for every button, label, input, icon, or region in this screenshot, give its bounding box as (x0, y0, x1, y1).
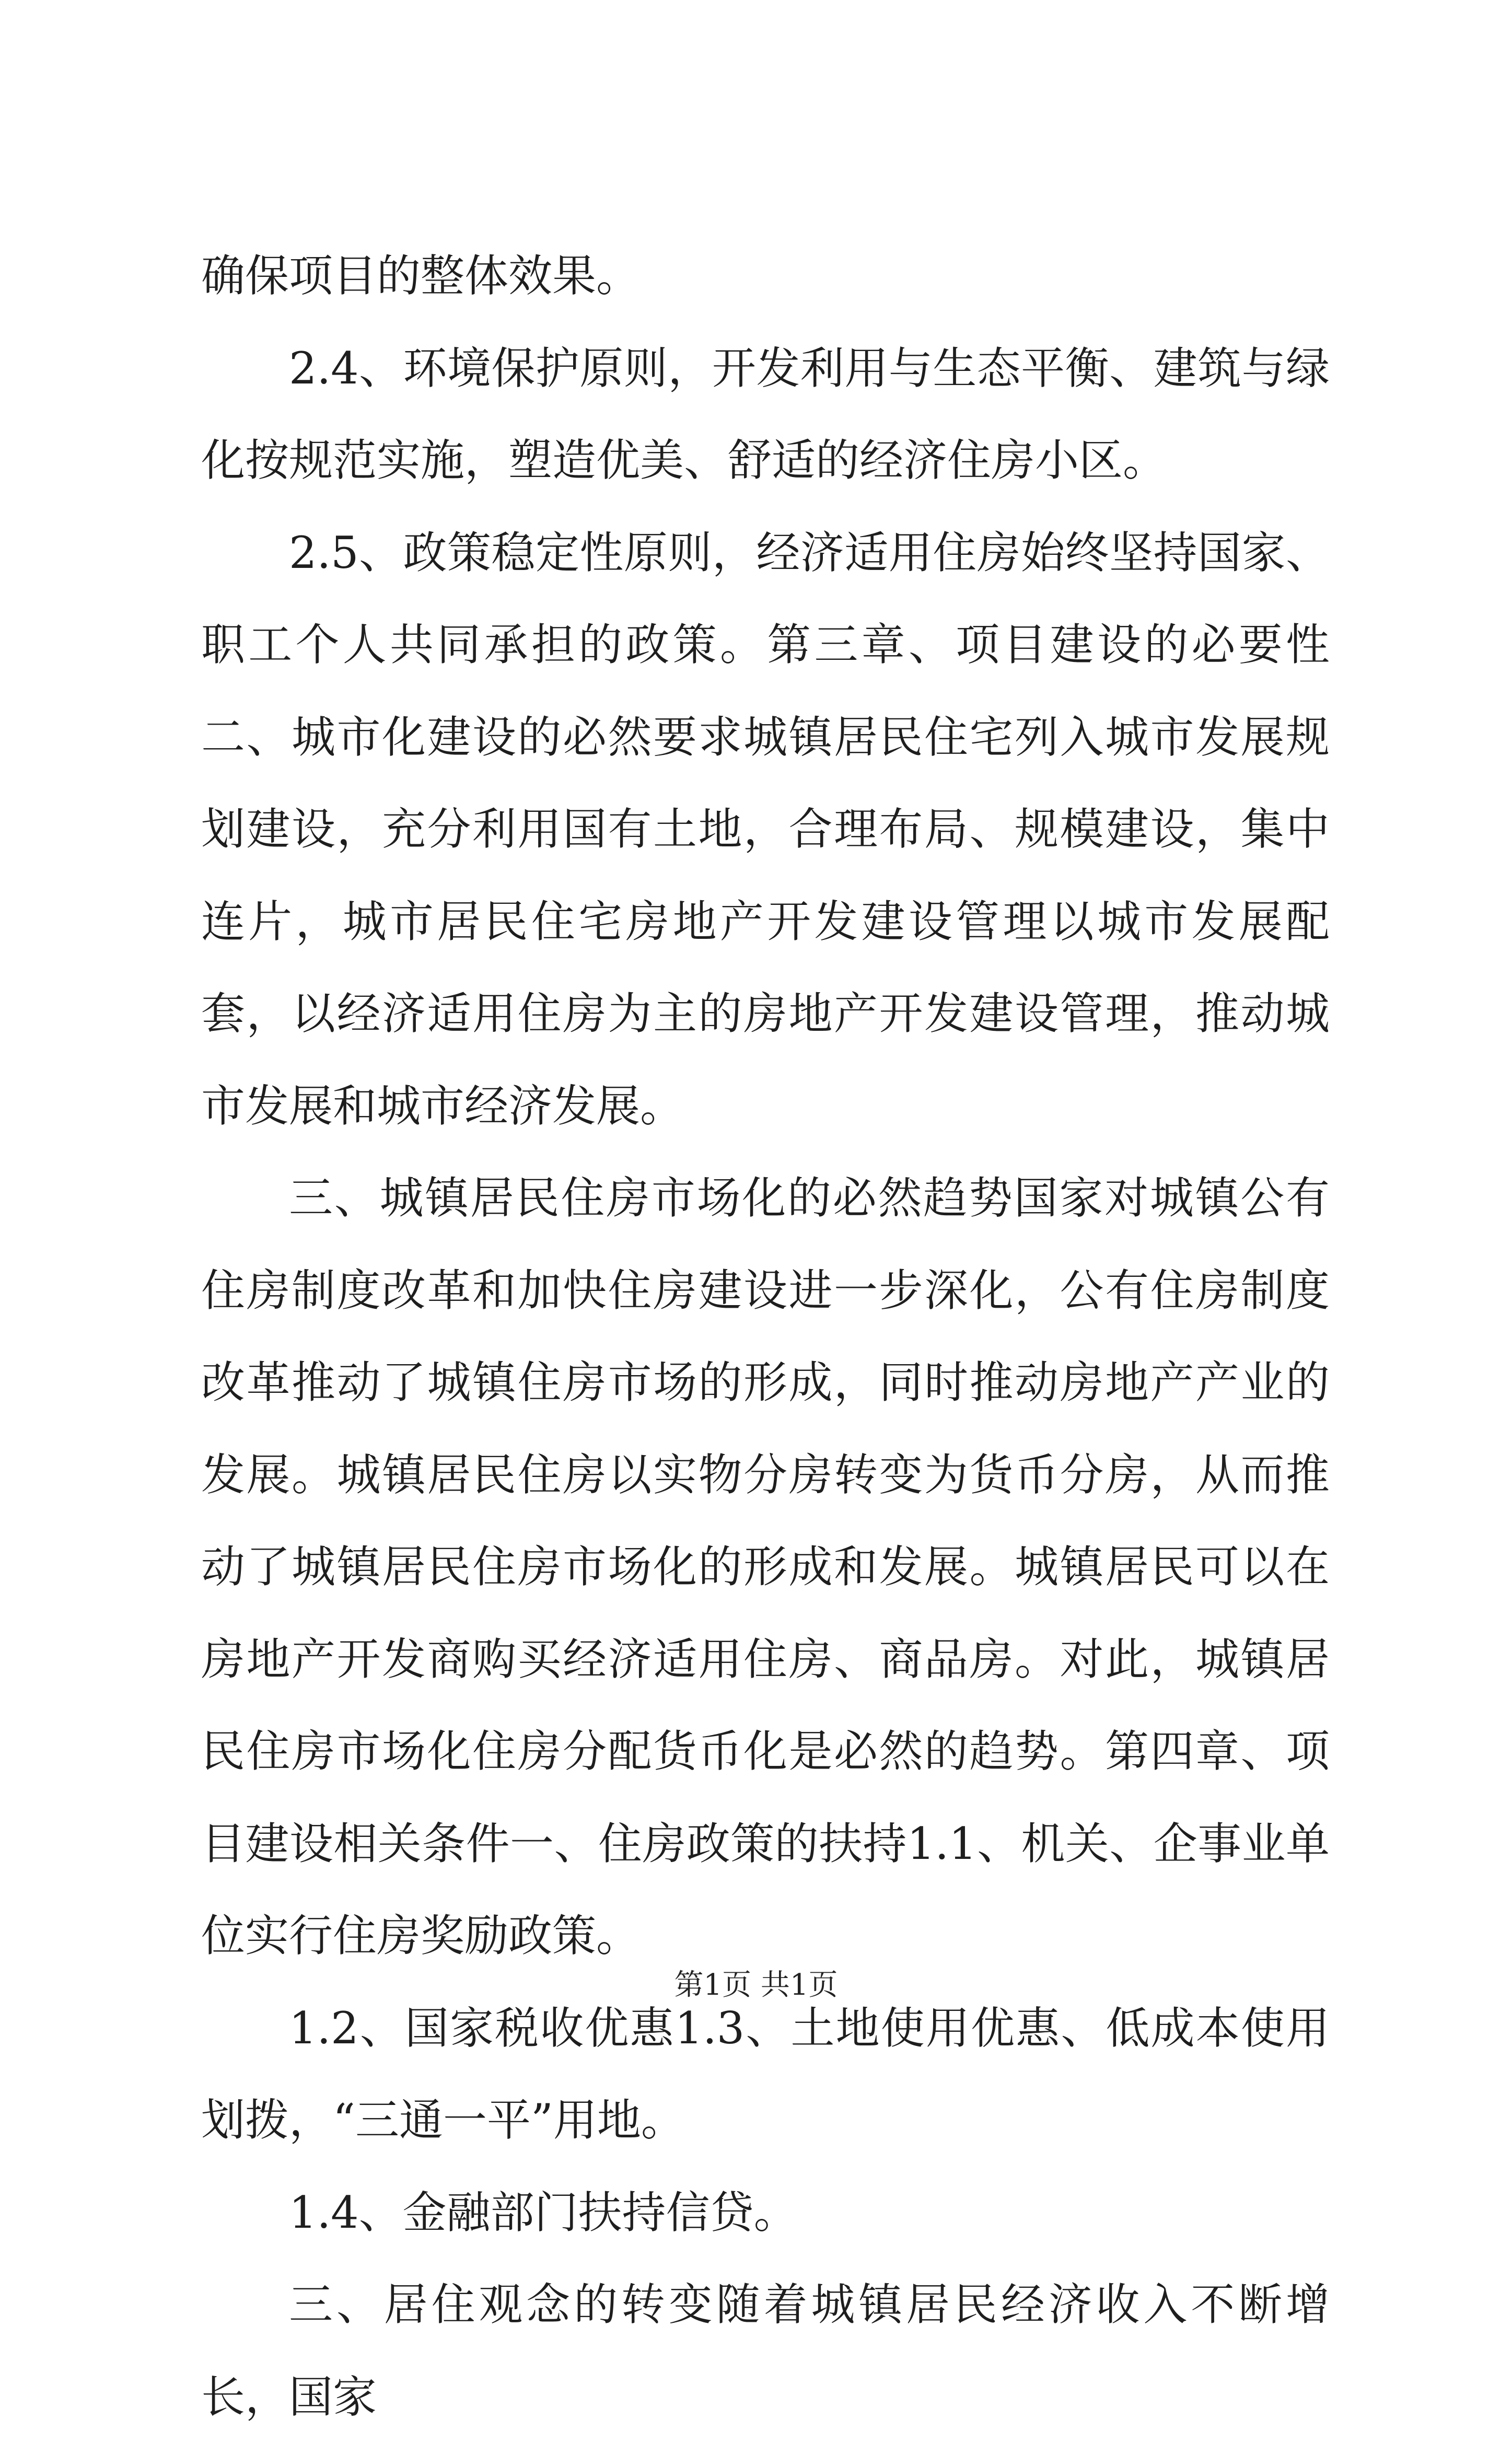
paragraph: 确保项目的整体效果。 (201, 250, 641, 301)
paragraph: 1.4、金融部门扶持信贷。 (289, 2186, 798, 2238)
document-body (201, 230, 1330, 2443)
paragraph: 2.4、环境保护原则，开发利用与生态平衡、建筑与绿化按规范实施，塑造优美、舒适的经济住房小区。 (201, 342, 1330, 486)
paragraph: 三、居住观念的转变随着城镇居民经济收入不断增长，国家 (201, 2279, 1330, 2423)
paragraph: 三、城镇居民住房市场化的必然趋势国家对城镇公有住房制度改革和加快住房建设进一步深化，公有住房制度改革推动了城镇住房市场的形成，同时推动房地产产业的发展。城镇居民住房以实物分房转变为货币分房，从而推动了城镇居民住房市场化的形成和发展。城镇居民可以在房地产开发商购买经济适用住房、商品房。对此，城镇居民住房市场化住房分配货币化是必然的趋势。第四章、项目建设相关条件一、住房政策的扶持1.1、机关、企事业单位实行住房奖励政策。 (201, 1172, 1330, 1961)
paragraph: 1.2、国家税收优惠1.3、土地使用优惠、低成本使用划拨，“三通一平”用地。 (201, 2002, 1330, 2146)
page-number-footer: 第1页 共1页 (674, 1968, 838, 2002)
paragraph: 2.5、政策稳定性原则，经济适用住房始终坚持国家、职工个人共同承担的政策。第三章、项目建设的必要性二、城市化建设的必然要求城镇居民住宅列入城市发展规划建设，充分利用国有土地，合理布局、规模建设，集中连片，城市居民住宅房地产开发建设管理以城市发展配套，以经济适用住房为主的房地产开发建设管理，推动城市发展和城市经济发展。 (201, 527, 1330, 1132)
